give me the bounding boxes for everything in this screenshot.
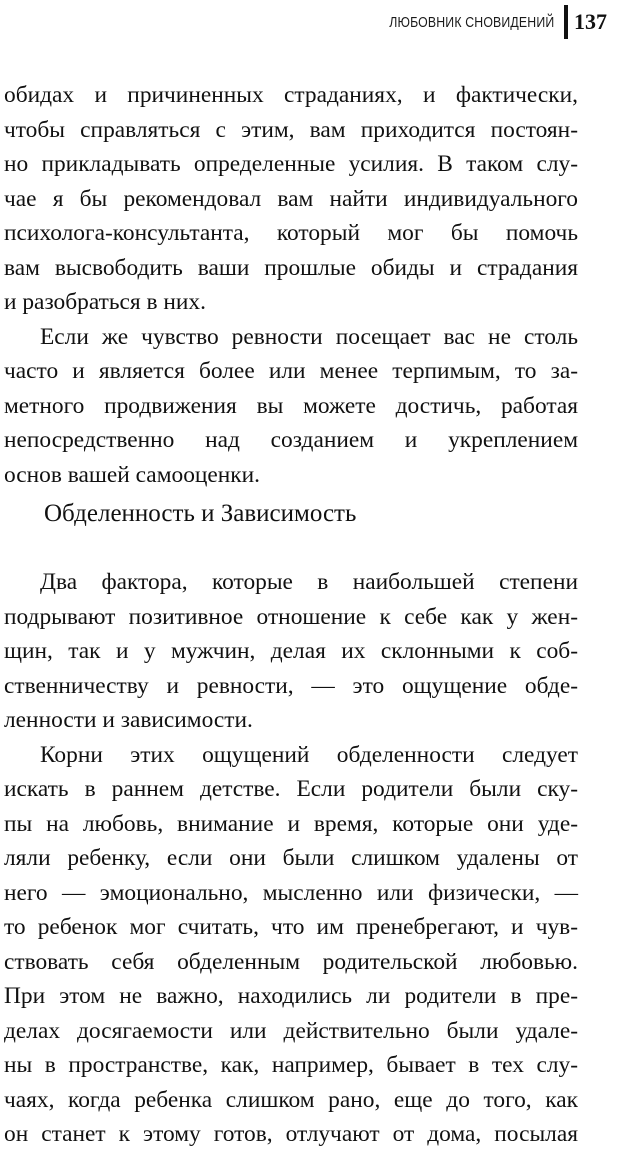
- text-line: метного продвижения вы можете достичь, работая: [4, 392, 578, 419]
- text-line: ствовать себя обделенным родительской любовью.: [4, 948, 578, 975]
- text-line: При этом не важно, находились ли родители в пре-: [4, 983, 578, 1009]
- page-number: 137: [574, 9, 607, 34]
- paragraph-2: [4, 320, 578, 493]
- text-block-lower: [4, 565, 578, 1152]
- text-line: щин, так и у мужчин, делая их склонными к соб-: [4, 638, 578, 664]
- text-line: то ребенок мог считать, что им пренебрегают, и чув-: [4, 914, 578, 940]
- text-line: делах досягаемости или действительно были удале-: [4, 1017, 578, 1044]
- text-line: него — эмоционально, мысленно или физически, —: [4, 879, 578, 906]
- text-line: основ вашей самооценки.: [4, 461, 261, 488]
- text-line: Если же чувство ревности посещает вас не столь: [40, 323, 578, 350]
- section-heading: Обделенность и Зависимость: [44, 500, 357, 527]
- text-line: чаях, когда ребенка слишком рано, еще до того, как: [4, 1086, 578, 1113]
- paragraph-4: [4, 738, 578, 1152]
- text-line: искать в раннем детстве. Если родители были ску-: [4, 776, 578, 802]
- header-rule: [564, 5, 568, 39]
- page-header: [0, 6, 607, 38]
- paragraph-3: [4, 565, 578, 738]
- text-line: ны в пространстве, как, например, бывает в тех слу-: [4, 1052, 578, 1078]
- text-line: и разобраться в них.: [4, 289, 206, 315]
- text-line: непосредственно над созданием и укреплением: [4, 427, 578, 453]
- text-line: он станет к этому готов, отлучают от дома, посылая: [4, 1121, 578, 1147]
- text-line: пы на любовь, внимание и время, которые они уде-: [4, 810, 578, 837]
- text-line: вам высвободить ваши прошлые обиды и страдания: [4, 254, 578, 281]
- text-line: чае я бы рекомендовал вам найти индивидуального: [4, 185, 578, 212]
- text-line: психолога-консультанта, который мог бы помочь: [4, 220, 578, 246]
- text-line: ственничеству и ревности, — это ощущение обде-: [4, 672, 578, 699]
- text-line: обидах и причиненных страданиях, и фактически,: [4, 82, 578, 108]
- text-line: ляли ребенку, если они были слишком удалены от: [4, 845, 578, 871]
- text-line: часто и является более или менее терпимым, то за-: [4, 358, 578, 384]
- text-line: Корни этих ощущений обделенности следует: [40, 741, 578, 768]
- text-line: Два фактора, которые в наибольшей степени: [40, 569, 578, 595]
- text-line: ленности и зависимости.: [4, 707, 253, 733]
- running-title: ЛЮБОВНИК СНОВИДЕНИЙ: [388, 13, 554, 31]
- text-block-upper: [4, 78, 578, 492]
- paragraph-1: [4, 78, 578, 320]
- text-line: но прикладывать определенные усилия. В таком слу-: [4, 151, 578, 177]
- text-line: подрывают позитивное отношение к себе как у жен-: [4, 603, 578, 630]
- text-line: чтобы справляться с этим, вам приходится постоян-: [4, 116, 578, 143]
